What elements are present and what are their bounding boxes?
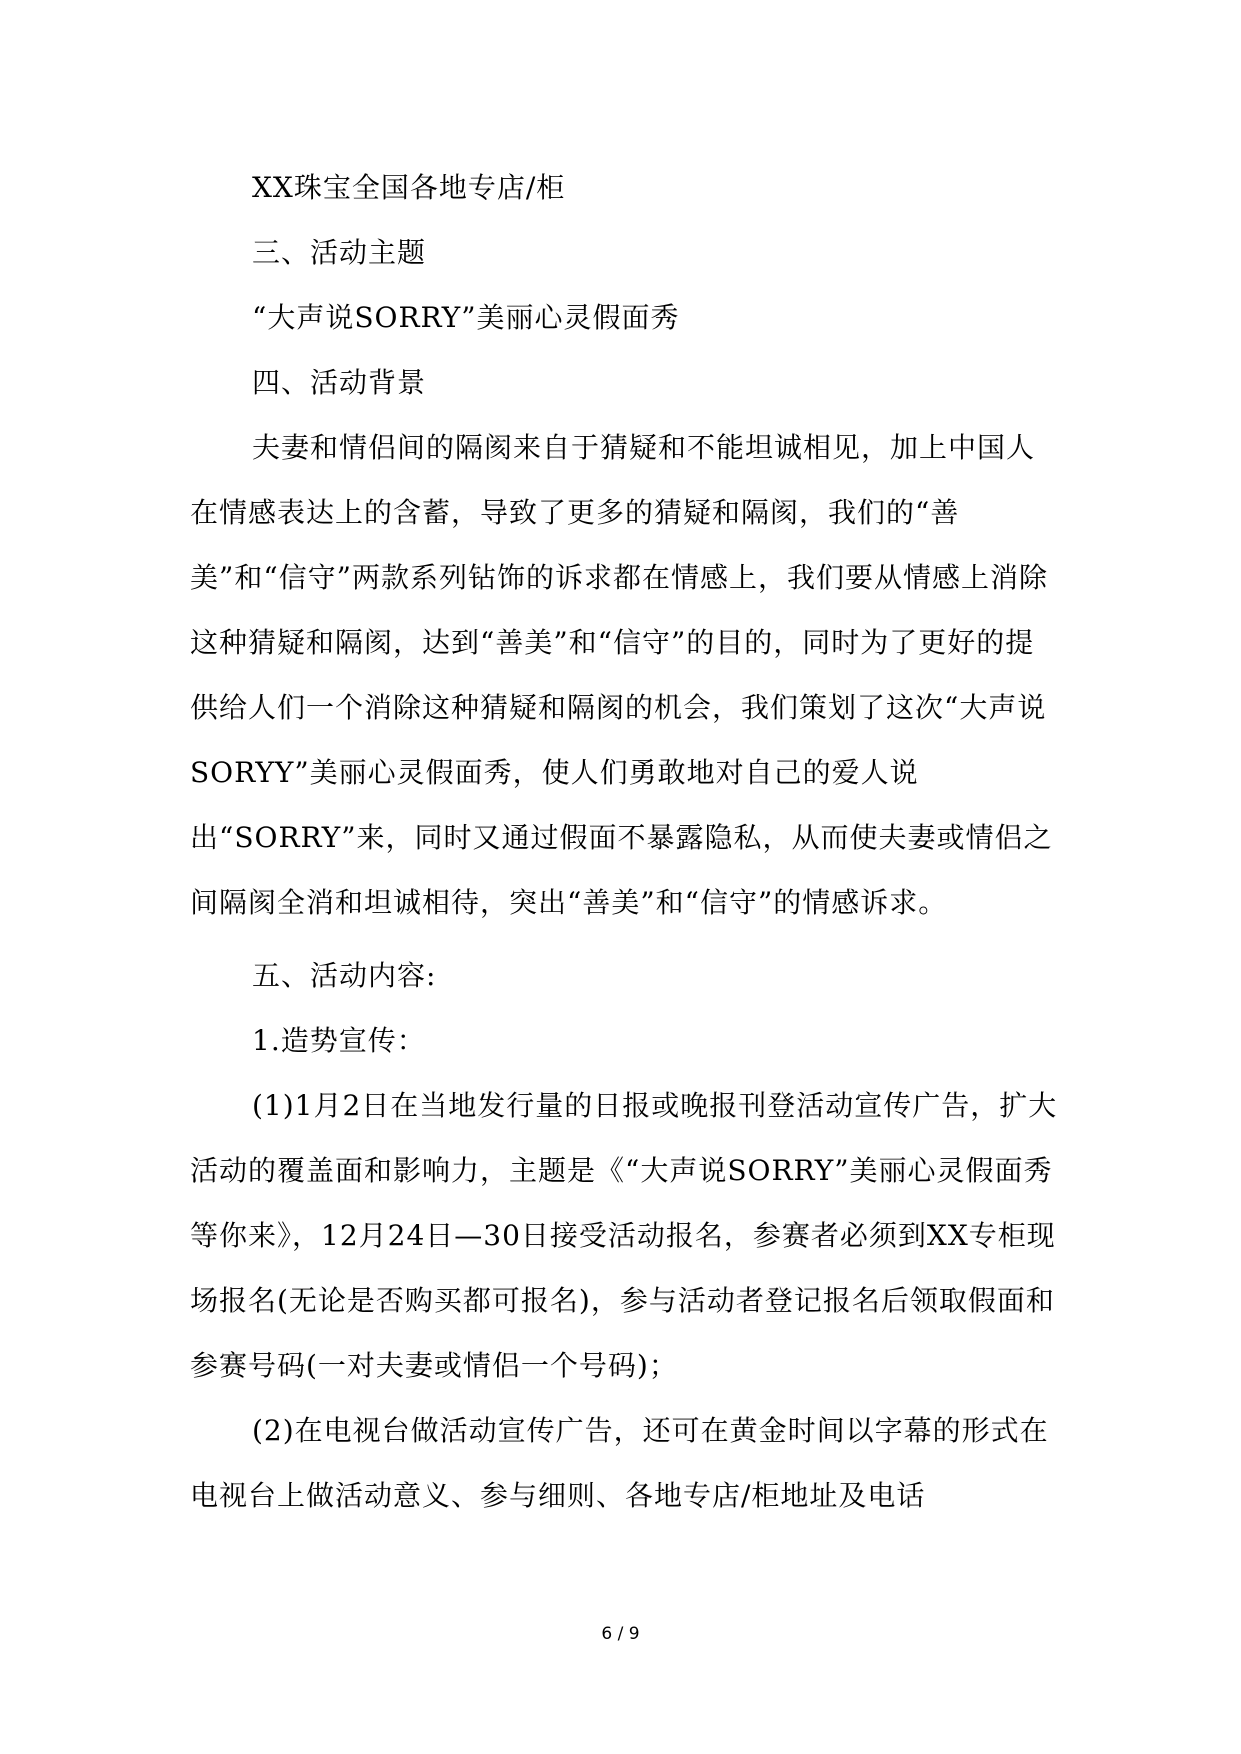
heading-promotion: 1.造势宣传： xyxy=(252,1024,426,1057)
paragraph-venue: XX珠宝全国各地专店/柜 xyxy=(252,171,566,204)
heading-activity-background: 四、活动背景 xyxy=(252,366,427,399)
heading-activity-theme: 三、活动主题 xyxy=(252,236,427,269)
heading-activity-content: 五、活动内容: xyxy=(252,959,437,992)
paragraph-theme: “大声说SORRY”美丽心灵假面秀 xyxy=(252,301,680,334)
paragraph-background: 夫妻和情侣间的隔阂来自于猜疑和不能坦诚相见，加上中国人在情感表达上的含蓄，导致了更多的猜疑和隔阂，我们的“善美”和“信守”两款系列钻饰的诉求都在情感上，我们要从情感上消除这种猜疑和隔阂，达到“善美”和“信守”的目的，同时为了更好的提供给人们一个消除这种猜疑和隔阂的机会，我们策划了这次“大声说SORYY”美丽心灵假面秀，使人们勇敢地对自己的爱人说出“SORRY”来，同时又通过假面不暴露隐私，从而使夫妻或情侣之间隔阂全消和坦诚相待，突出“善美”和“信守”的情感诉求。 xyxy=(190,431,1053,919)
page-number: 6 / 9 xyxy=(601,1624,640,1644)
document-body xyxy=(190,155,1058,1528)
paragraph-promotion-1: (1)1月2日在当地发行量的日报或晚报刊登活动宣传广告，扩大活动的覆盖面和影响力，主题是《“大声说SORRY”美丽心灵假面秀等你来》，12月24日—30日接受活动报名，参赛者必须到XX专柜现场报名(无论是否购买都可报名)，参与活动者登记报名后领取假面和参赛号码(一对夫妻或情侣一个号码)； xyxy=(190,1089,1058,1382)
paragraph-promotion-2: (2)在电视台做活动宣传广告，还可在黄金时间以字幕的形式在电视台上做活动意义、参与细则、各地专店/柜地址及电话 xyxy=(190,1414,1049,1512)
